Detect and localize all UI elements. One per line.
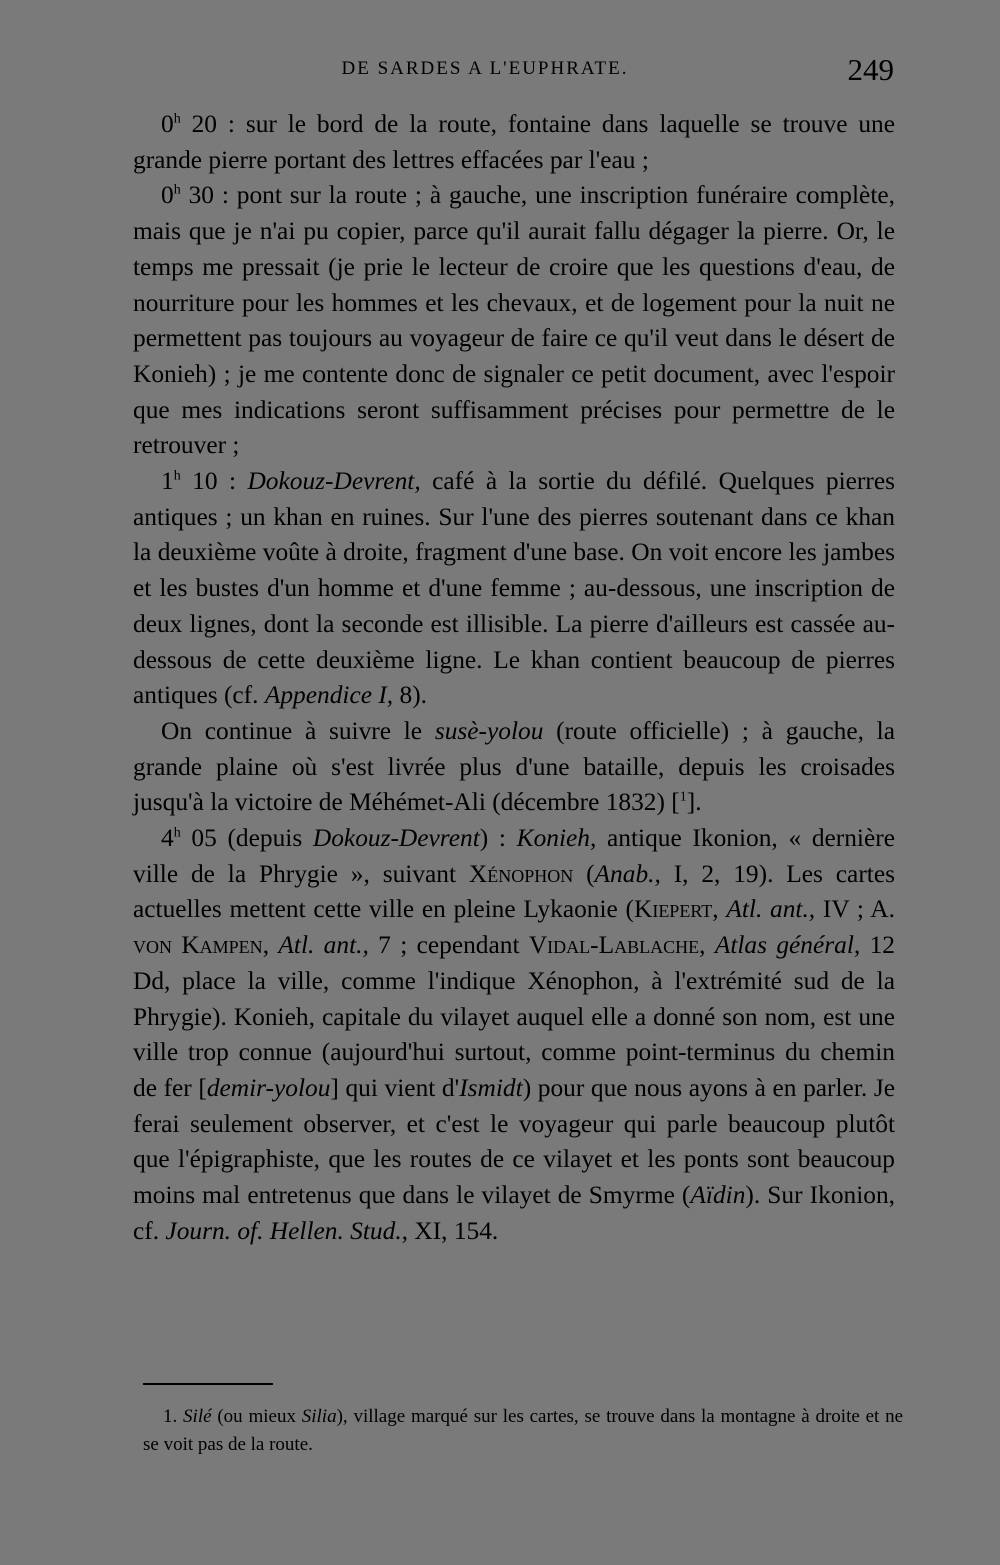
place-name: Silia [301,1406,337,1427]
reference: Anab., [594,859,661,888]
paragraph-5 [133,821,895,1249]
paragraph-text: ) : [479,824,517,853]
time-hour: 0 [161,181,174,210]
paragraph-text: ) pour que nous ayons à en parler. Je ferai seulement observer, et c'est le voyageur qui parle beaucoup plutôt que l'épigraphiste, que les routes de ce vilayet et les ponts sont beaucoup moins mal entretenus que dans le vilayet de Smyrme ( [133,1073,895,1210]
paragraph-text: 8). [393,681,428,710]
footnote-text: ), village marqué sur les cartes, se trouve dans la montagne à droite et ne se voit pas de la route. [143,1406,904,1455]
footnote-number: 1. [163,1406,184,1427]
paragraph-text: I, 2, 19). Les cartes actuelles mettent cette ville en pleine Lykaonie ( [133,859,895,924]
page-number: 249 [847,52,894,87]
footnote-text: (ou mieux [211,1406,302,1427]
paragraph-text: ] qui vient d' [330,1073,460,1102]
paragraph-text: ). Sur Ikonion, cf. [133,1181,895,1245]
paragraph-3 [133,464,895,714]
paragraph-4 [133,714,895,821]
author-name: von Kampen [133,931,263,960]
turkish-term: susè-yolou [434,716,544,745]
paragraph-text: XI, 154. [408,1216,499,1245]
paragraph-1 [133,107,895,178]
time-hour: 0 [161,110,174,138]
time-hour: 4 [161,824,174,853]
paragraph-text: sur le bord de la route, fontaine dans laquelle se trouve une grande pierre portant des lettres effacées par l'eau ; [133,110,896,174]
main-text [133,107,895,1250]
reference: Atl. ant., [726,895,816,924]
footnote-divider [143,1383,273,1385]
author-name: Vidal-Lablache [528,931,700,960]
paragraph-text: 12 Dd, place la ville, comme l'indique Xénophon, à l'extrémité sud de la Phrygie). Konieh, capitale du vilayet auquel elle a donné son nom, est une ville trop connue (aujourd'hui surtout, comme point-terminus du chemin de fer [ [133,931,895,1102]
paragraph-text: (route officielle) ; à gauche, la grande plaine où s'est livrée plus d'une bataille, depuis les croisades jusqu'à la victoire de Méhémet-Ali (décembre 1832) [ [133,716,895,817]
time-suffix: h [173,111,181,127]
paragraph-text: ( [573,859,595,888]
turkish-term: demir-yolou [206,1073,331,1102]
running-title: DE SARDES A L'EUPHRATE. [341,58,629,79]
reference: Atl. ant., [278,931,369,960]
time-minutes: 05 [180,824,228,853]
paragraph-2 [133,178,895,464]
paragraph-text: , [712,895,727,924]
paragraph-text: ]. [686,788,702,817]
place-name: Konieh, [516,824,597,853]
time-suffix: h [173,825,181,841]
footnote-ref: 1 [679,789,687,805]
author-name: Xénophon [468,859,574,888]
paragraph-text: , [699,931,715,960]
paragraph-text: 7 ; cependant [368,931,529,960]
author-name: Kiepert [633,895,713,924]
paragraph-text: café à la sortie du défilé. Quelques pierres antiques ; un khan en ruines. Sur l'une des pierres soutenant dans ce khan la deuxième voûte à droite, fragment d'une base. On voit encore les jambes et les bustes d'un homme et d'une femme ; au-dessous, une inscription de deux lignes, dont la seconde est illisible. La pierre d'ailleurs est cassée au-dessous de cette deuxième ligne. Le khan contient beaucoup de pierres antiques (cf. [133,467,895,710]
time-minutes: 20 : [180,110,246,138]
paragraph-text: IV ; A. [815,895,895,924]
paragraph-text: antique Ikonion, « dernière ville de la Phrygie », suivant [133,824,895,888]
footnote-1 [143,1403,903,1459]
paragraph-text: , [262,931,279,960]
paragraph-text: On continue à suivre le [161,716,435,745]
time-suffix: h [173,468,181,484]
paragraph-text: pont sur la route ; à gauche, une inscription funéraire complète, mais que je n'ai pu copier, parce qu'il aurait fallu dégager la pierre. Or, le temps me pressait (je prie le lecteur de croire que les questions d'eau, de nourriture pour les hommes et les chevaux, et de logement pour la nuit ne permettent pas toujours au voyageur de faire ce qu'il veut dans le désert de Konieh) ; je me contente donc de signaler ce petit document, avec l'espoir que mes indications seront suffisamment précises pour permettre de le retrouver ; [133,181,895,460]
paragraph-text: (depuis [227,824,313,853]
time-minutes: 10 : [180,467,248,496]
place-name: Silé [183,1406,212,1427]
reference: Journ. of. Hellen. Stud., [165,1216,409,1245]
place-name: Aïdin [690,1181,746,1210]
place-name: Dokouz-Devrent [312,824,480,853]
reference: Atlas général, [714,931,861,960]
time-minutes: 30 : [180,181,237,210]
reference: Appendice I, [264,681,394,710]
place-name: Ismidt [459,1073,523,1102]
time-hour: 1 [161,467,174,496]
time-suffix: h [173,182,181,198]
footnotes [143,1403,903,1459]
place-name: Dokouz-Devrent, [247,467,421,496]
